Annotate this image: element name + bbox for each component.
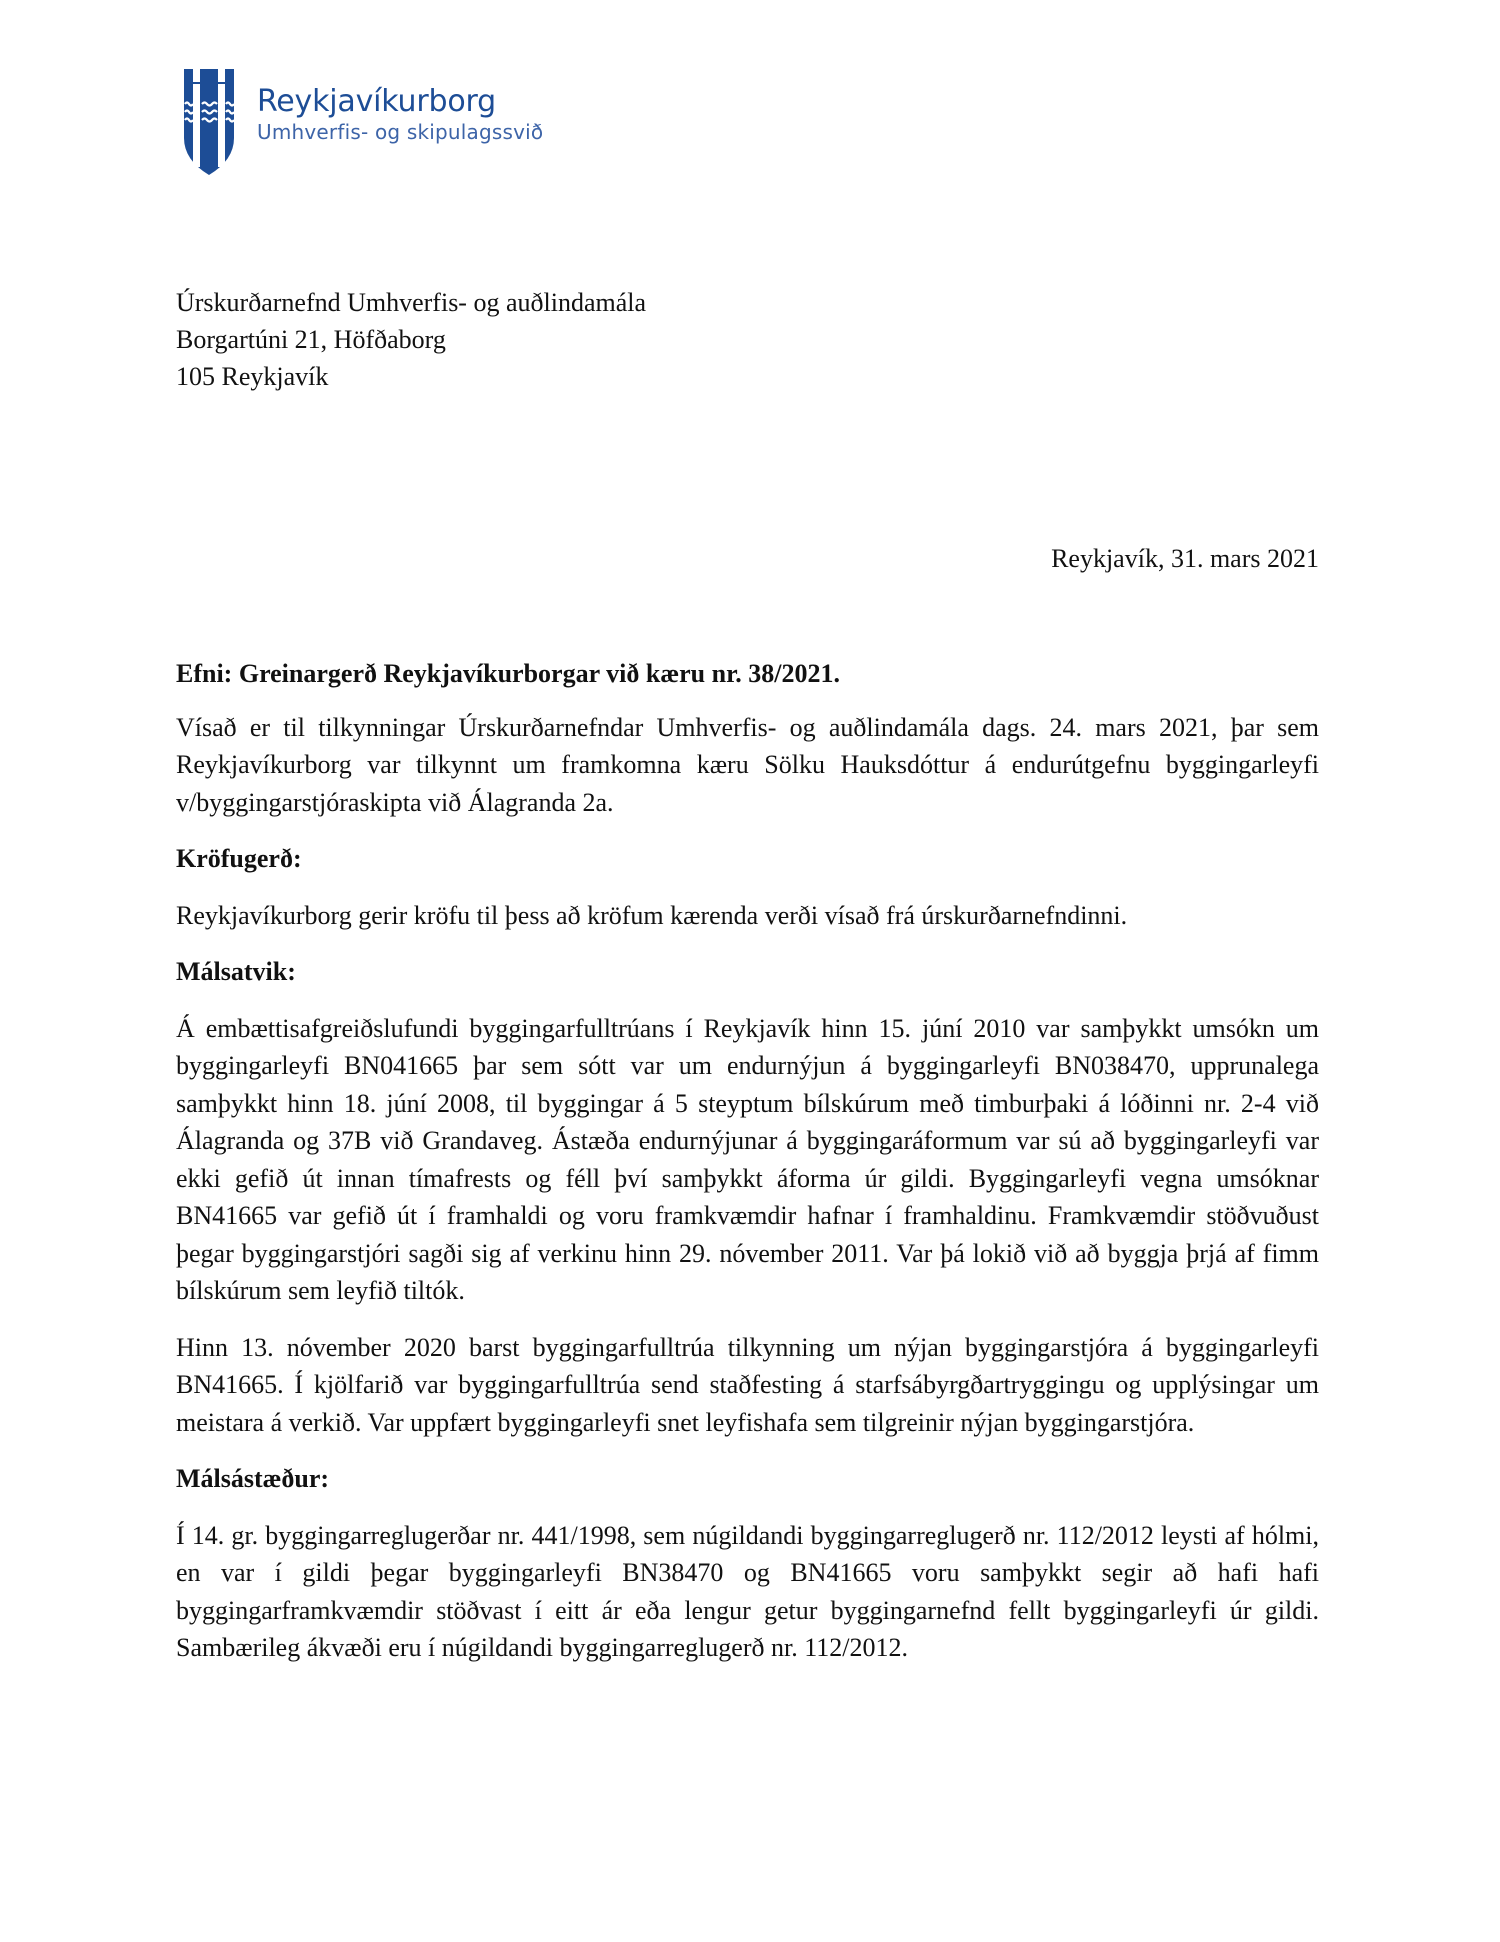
malsastaedur-paragraph-1: Í 14. gr. byggingarreglugerðar nr. 441/1998, sem núgildandi byggingarreglugerð nr. 112/2012 leysti af hólmi, en var í gildi þegar byggingarleyfi BN38470 og BN41665 voru samþykkt segir að hafi hafi byggingarframkvæmdir stöðvast í eitt ár eða lengur getur byggingarnefnd fellt byggingarleyfi úr gildi. Sambærileg ákvæði eru í núgildandi byggingarreglugerð nr. 112/2012. (176, 1520, 1319, 1662)
recipient-address (176, 284, 646, 395)
logo-text (257, 84, 543, 144)
recipient-line-3: 105 Reykjavík (176, 362, 329, 391)
section-heading-malsastaedur: Málsástæður: (176, 1464, 330, 1493)
malsatvik-paragraph-1: Á embættisafgreiðslufundi byggingarfulltrúans í Reykjavík hinn 15. júní 2010 var samþykkt umsókn um byggingarleyfi BN041665 þar sem sótt var um endurnýjun á byggingarleyfi BN038470, upprunalega samþykkt hinn 18. júní 2008, til byggingar á 5 steyptum bílskúrum með timburþaki á lóðinni nr. 2-4 við Álagranda og 37B við Grandaveg. Ástæða endurnýjunar á byggingaráformum var sú að byggingarleyfi var ekki gefið út innan tímafrests og féll því samþykkt áforma úr gildi. Byggingarleyfi vegna umsóknar BN41665 var gefið út í framhaldi og voru framkvæmdir hafnar í framhaldinu. Framkvæmdir stöðvuðust þegar byggingarstjóri sagði sig af verkinu hinn 29. nóvember 2011. Var þá lokið við að byggja þrjá af fimm bílskúrum sem leyfið tiltók. (176, 1013, 1319, 1305)
letterhead-logo (183, 68, 543, 176)
recipient-line-2: Borgartúni 21, Höfðaborg (176, 325, 446, 354)
section-heading-malsatvik: Málsatvik: (176, 957, 296, 986)
subject-heading: Efni: Greinargerð Reykjavíkurborgar við kæru nr. 38/2021. (176, 659, 840, 688)
intro-paragraph: Vísað er til tilkynningar Úrskurðarnefndar Umhverfis- og auðlindamála dags. 24. mars 2021, þar sem Reykjavíkurborg var tilkynnt um framkomna kæru Sölku Hauksdóttur á endurútgefnu byggingarleyfi v/byggingarstjóraskipta við Álagranda 2a. (176, 712, 1319, 817)
reykjavik-shield-icon (183, 68, 235, 176)
recipient-line-1: Úrskurðarnefnd Umhverfis- og auðlindamála (176, 288, 647, 317)
department-name: Umhverfis- og skipulagssvið (257, 120, 544, 144)
letter-date: Reykjavík, 31. mars 2021 (1051, 544, 1319, 573)
org-name: Reykjavíkurborg (257, 84, 496, 119)
letter-body (176, 655, 1319, 1667)
section-heading-krofugerd: Kröfugerð: (176, 844, 302, 873)
krofugerd-paragraph: Reykjavíkurborg gerir kröfu til þess að kröfum kærenda verði vísað frá úrskurðarnefndinni. (176, 900, 1128, 930)
malsatvik-paragraph-2: Hinn 13. nóvember 2020 barst byggingarfulltrúa tilkynning um nýjan byggingarstjóra á byggingarleyfi BN41665. Í kjölfarið var byggingarfulltrúa send staðfesting á starfsábyrgðartryggingu og upplýsingar um meistara á verkið. Var uppfært byggingarleyfi snet leyfishafa sem tilgreinir nýjan byggingarstjóra. (176, 1332, 1319, 1437)
